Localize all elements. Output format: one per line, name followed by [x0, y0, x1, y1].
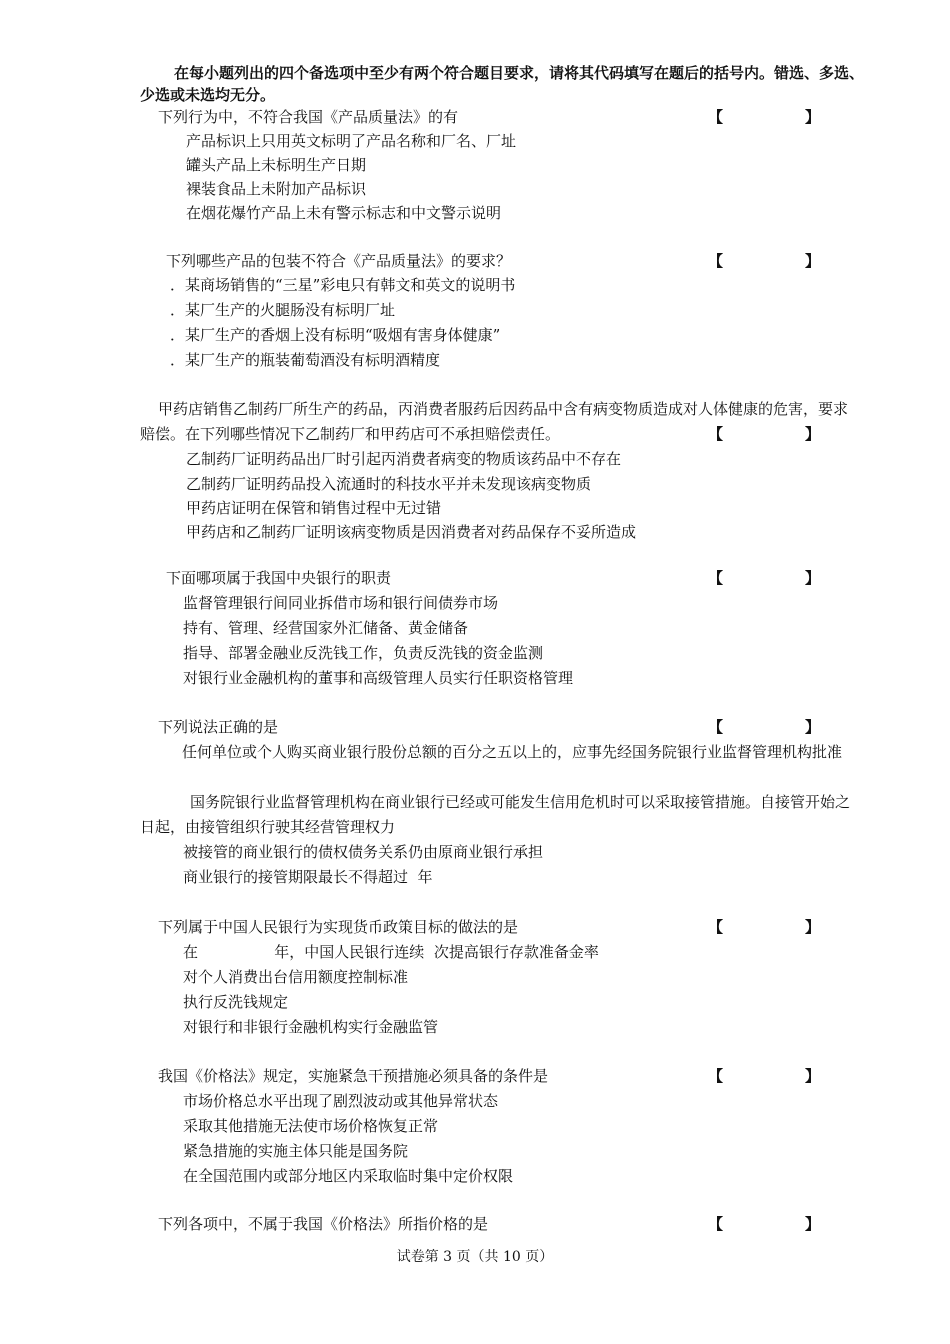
bracket-left: 【	[708, 918, 724, 936]
option: 采取其他措施无法使市场价格恢复正常	[183, 1117, 439, 1135]
option: 在烟花爆竹产品上未有警示标志和中文警示说明	[186, 204, 502, 222]
option: 裸装食品上未附加产品标识	[186, 180, 367, 198]
question-stem: 我国《价格法》规定，实施紧急干预措施必须具备的条件是	[158, 1067, 549, 1085]
question-stem: 甲药店销售乙制药厂所生产的药品，丙消费者服药后因药品中含有病变物质造成对人体健康的危害，要求赔偿。在下列哪些情况下乙制药厂和甲药店可不承担赔偿责任。	[140, 400, 849, 443]
question-stem: 下列各项中，不属于我国《价格法》所指价格的是	[158, 1215, 489, 1233]
option: 指导、部署金融业反洗钱工作，负责反洗钱的资金监测	[183, 644, 544, 662]
option: 甲药店证明在保管和销售过程中无过错	[186, 499, 442, 517]
option: 乙制药厂证明药品出厂时引起丙消费者病变的物质该药品中不存在	[186, 450, 622, 468]
option: 乙制药厂证明药品投入流通时的科技水平并未发现该病变物质	[186, 475, 592, 493]
option: 对银行业金融机构的董事和高级管理人员实行任职资格管理	[183, 669, 574, 687]
option: ．某厂生产的香烟上没有标明“吸烟有害身体健康”	[170, 326, 501, 344]
question-stem: 下列说法正确的是	[158, 718, 279, 736]
option: 甲药店和乙制药厂证明该病变物质是因消费者对药品保存不妥所造成	[186, 523, 637, 541]
option: 市场价格总水平出现了剧烈波动或其他异常状态	[183, 1092, 499, 1110]
bracket-left: 【	[708, 252, 724, 270]
bracket-right: 】	[805, 718, 821, 736]
option: 对个人消费出台信用额度控制标准	[183, 968, 409, 986]
bracket-left: 【	[708, 108, 724, 126]
question-stem: 下列属于中国人民银行为实现货币政策目标的做法的是	[158, 918, 519, 936]
bracket-left: 【	[708, 569, 724, 587]
option: 商业银行的接管期限最长不得超过 年	[183, 868, 433, 886]
section-instructions: 在每小题列出的四个备选项中至少有两个符合题目要求，请将其代码填写在题后的括号内。错选、多选、少选或未选均无分。	[140, 64, 865, 104]
bracket-right: 】	[805, 1067, 821, 1085]
option: 对银行和非银行金融机构实行金融监管	[183, 1018, 439, 1036]
option: 被接管的商业银行的债权债务关系仍由原商业银行承担	[183, 843, 544, 861]
option: 罐头产品上未标明生产日期	[186, 156, 367, 174]
option: 在 年，中国人民银行连续 次提高银行存款准备金率	[183, 943, 599, 961]
option: 持有、管理、经营国家外汇储备、黄金储备	[183, 619, 469, 637]
bracket-right: 】	[805, 569, 821, 587]
option: ．某厂生产的火腿肠没有标明厂址	[170, 301, 396, 319]
bracket-left: 【	[708, 718, 724, 736]
bracket-right: 】	[805, 252, 821, 270]
option: ．某商场销售的“三星”彩电只有韩文和英文的说明书	[170, 276, 516, 294]
bracket-right: 】	[805, 108, 821, 126]
bracket-right: 】	[805, 425, 821, 443]
option: 紧急措施的实施主体只能是国务院	[183, 1142, 409, 1160]
page-footer: 试卷第 3 页（共 10 页）	[396, 1249, 554, 1265]
option: ．某厂生产的瓶装葡萄酒没有标明酒精度	[170, 351, 441, 369]
option: 产品标识上只用英文标明了产品名称和厂名、厂址	[186, 132, 517, 150]
bracket-left: 【	[708, 1067, 724, 1085]
question-stem: 下列行为中，不符合我国《产品质量法》的有	[158, 108, 459, 126]
question-stem: 下列哪些产品的包装不符合《产品质量法》的要求？	[166, 252, 512, 270]
option: 执行反洗钱规定	[183, 993, 289, 1011]
option: 在全国范围内或部分地区内采取临时集中定价权限	[183, 1167, 514, 1185]
bracket-left: 【	[708, 425, 724, 443]
option: 任何单位或个人购买商业银行股份总额的百分之五以上的，应事先经国务院银行业监督管理机构批准	[182, 743, 843, 761]
bracket-left: 【	[708, 1215, 724, 1233]
bracket-right: 】	[805, 1215, 821, 1233]
option: 国务院银行业监督管理机构在商业银行已经或可能发生信用危机时可以采取接管措施。自接管开始之日起，由接管组织行驶其经营管理权力	[140, 793, 851, 836]
bracket-right: 】	[805, 918, 821, 936]
option: 监督管理银行间同业拆借市场和银行间债券市场	[183, 594, 499, 612]
question-stem: 下面哪项属于我国中央银行的职责	[166, 569, 392, 587]
